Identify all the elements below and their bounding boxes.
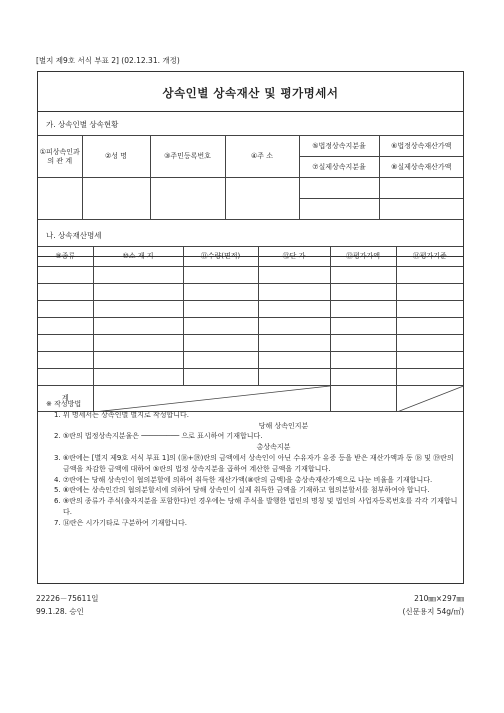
heir-cell[interactable] [379, 199, 463, 220]
property-cell[interactable] [93, 335, 183, 352]
note-item: 3. ⑥란에는 [별지 제9호 서식 부표 1]의 (⑱+⑲)란의 금액에서 상속인이 아닌 수유자가 유증 등을 받은 재산가액과 동 ⑱ 및 ⑲란의 금액을 차감한 금액에 대하여 ⑤란의 법정 상속지분을 곱하여 계산한 금액을 기재합니다. [54, 453, 454, 473]
property-cell[interactable] [258, 284, 330, 301]
note-item: 4. ⑦란에는 당해 상속인이 협의분할에 의하여 취득한 재산가액(⑧란의 금액)을 총상속재산가액으로 나눈 비율을 기재합니다. [54, 475, 433, 484]
property-cell[interactable] [38, 352, 93, 369]
property-cell[interactable] [183, 267, 258, 284]
col-address: ④주 소 [225, 136, 299, 178]
heir-cell[interactable] [299, 199, 379, 220]
property-cell[interactable] [330, 267, 396, 284]
property-cell[interactable] [183, 335, 258, 352]
property-cell[interactable] [396, 301, 463, 318]
property-cell[interactable] [396, 352, 463, 369]
col-name: ②성 명 [82, 136, 150, 178]
heir-cell[interactable] [82, 178, 150, 220]
property-cell[interactable] [330, 318, 396, 335]
divider [38, 111, 463, 112]
property-cell[interactable] [93, 318, 183, 335]
property-cell[interactable] [183, 352, 258, 369]
fraction-denominator: 총상속지분 [256, 443, 291, 452]
property-cell[interactable] [38, 301, 93, 318]
instructions [46, 399, 461, 529]
note-item: 5. ⑧란에는 상속인간의 협의분할서에 의하여 당해 상속인이 실제 취득한 금액을 기재하고 협의분할서를 첨부하여야 합니다. [54, 486, 430, 495]
property-cell[interactable] [93, 301, 183, 318]
property-cell[interactable] [330, 369, 396, 386]
property-cell[interactable] [38, 369, 93, 386]
heir-cell[interactable] [379, 178, 463, 199]
property-cell[interactable] [396, 267, 463, 284]
heir-cell[interactable] [150, 178, 225, 220]
property-cell[interactable] [258, 318, 330, 335]
paper-size: 210㎜×297㎜ [414, 594, 464, 603]
note-item: 7. ⑭란은 시가기타로 구분하여 기재합니다. [54, 518, 187, 527]
section-na-label: 나. 상속재산명세 [46, 231, 102, 240]
property-cell[interactable] [183, 369, 258, 386]
col-unit-price: ⑫단 가 [258, 247, 330, 267]
property-table [38, 246, 463, 412]
approval-date: 99.1.28. 승인 [36, 607, 84, 616]
property-cell[interactable] [330, 301, 396, 318]
col-actual-share: ⑦실제상속지분율 [299, 157, 379, 178]
note-item: 6. ⑨란의 종류가 주식(출자지분을 포함한다)인 경우에는 당해 주식을 발행한 법인의 명칭 및 법인의 사업자등록번호를 각각 기재합니다. [54, 497, 458, 516]
col-type: ⑨종류 [38, 247, 93, 267]
property-cell[interactable] [258, 352, 330, 369]
property-cell[interactable] [183, 301, 258, 318]
heir-cell[interactable] [299, 178, 379, 199]
instructions-heading: ※ 작성방법 [46, 400, 82, 408]
col-location: ⑩소 재 지 [93, 247, 183, 267]
col-valuation: ⑬평가가액 [330, 247, 396, 267]
property-cell[interactable] [396, 284, 463, 301]
heir-cell[interactable] [225, 178, 299, 220]
col-valuation-basis: ⑭평가기준 [396, 247, 463, 267]
col-legal-share: ⑤법정상속지분율 [299, 136, 379, 157]
property-cell[interactable] [183, 318, 258, 335]
property-cell[interactable] [330, 352, 396, 369]
col-legal-amount: ⑥법정상속재산가액 [379, 136, 463, 157]
property-cell[interactable] [330, 335, 396, 352]
property-cell[interactable] [93, 267, 183, 284]
note-item: 2. ⑤란의 법정상속지분율은 ───────── 으로 표시하여 기재합니다. [54, 432, 263, 441]
total-label: 계 [38, 386, 93, 412]
property-cell[interactable] [258, 369, 330, 386]
form-code: 22226－75611일 [36, 594, 99, 603]
col-actual-amount: ⑧실제상속재산가액 [379, 157, 463, 178]
paper-type: (신문용지 54g/㎡) [402, 607, 464, 616]
property-cell[interactable] [38, 318, 93, 335]
property-cell[interactable] [258, 267, 330, 284]
property-cell[interactable] [396, 318, 463, 335]
property-cell[interactable] [396, 335, 463, 352]
property-cell[interactable] [38, 335, 93, 352]
property-cell[interactable] [396, 369, 463, 386]
property-cell[interactable] [183, 284, 258, 301]
note-item: 1. 위 명세서는 상속인별 별지로 작성합니다. [54, 410, 189, 419]
form-title: 상속인별 상속재산 및 평가명세서 [162, 86, 339, 100]
col-rrn: ③주민등록번호 [150, 136, 225, 178]
section-ga-label: 가. 상속인별 상속현황 [46, 120, 119, 129]
property-cell[interactable] [93, 284, 183, 301]
property-cell[interactable] [38, 284, 93, 301]
form-frame [37, 71, 464, 584]
col-relation: ①피상속인과의 관 계 [38, 136, 82, 178]
property-cell[interactable] [258, 301, 330, 318]
property-cell[interactable] [93, 352, 183, 369]
fraction-numerator: 당해 상속인지분 [258, 421, 309, 430]
property-cell[interactable] [38, 267, 93, 284]
heirs-table [38, 135, 463, 220]
property-cell[interactable] [93, 369, 183, 386]
form-header: [별지 제9호 서식 부표 2] (02.12.31. 개정) [36, 56, 180, 65]
property-cell[interactable] [258, 335, 330, 352]
col-quantity: ⑪수량(면적) [183, 247, 258, 267]
heir-cell[interactable] [38, 178, 82, 220]
property-cell[interactable] [330, 284, 396, 301]
